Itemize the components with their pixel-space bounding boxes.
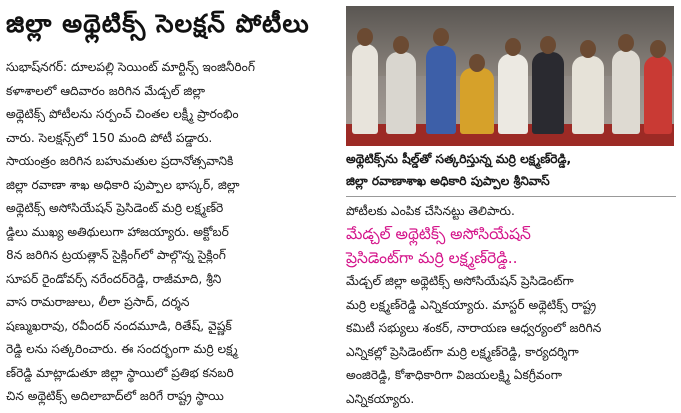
photo-person-head (393, 36, 409, 54)
article-line: షణ్ముఖరావు, రవీందర్ నందమూడి, రితేష్, వైష్ణక్ (6, 318, 232, 333)
news-photo (346, 6, 674, 146)
article-line: మేడ్చల్ జిల్లా అథ్లెటిక్స్ అసోసియేషన్ ప్రెసిడెంట్‌గా (346, 274, 574, 288)
article-line: సాయంత్రం జరిగిన బహుమతుల ప్రదానోత్సవానికి (6, 154, 234, 168)
article-line: కళాశాలలో ఆదివారం జరిగిన మేడ్చల్ జిల్లా (6, 83, 206, 98)
subheadline-line: మేడ్చల్ అథ్లెటిక్స్ అసోసియేషన్ (346, 225, 531, 243)
article-line: ఎన్నికల్లో ప్రెసిడెంట్‌గా మర్రి లక్ష్మణ్‌రెడ్డి, కార్యదర్శిగా (346, 344, 579, 359)
article-line: ణ్‌రెడ్డి మాట్లాడుతూ జిల్లా స్థాయిలో ప్రతిభ కనబరి (6, 365, 234, 380)
photo-person (572, 56, 604, 134)
photo-person-head (357, 28, 373, 46)
article-line: అథ్లెటిక్స్ పోటీలను సర్పంచ్ చింతల లక్ష్మీ ప్రారంభిం (6, 107, 239, 121)
photo-person (612, 50, 640, 134)
article-line: జిల్లా రవాణా శాఖ అధికారి పుప్పాల భాస్కర్, జిల్లా (6, 177, 240, 192)
article-line: సుభాష్‌నగర్: దూలపల్లి సెయింట్ మార్టిన్స్ ఇంజినీరింగ్ (6, 60, 255, 74)
photo-person-head (580, 40, 596, 58)
photo-person-head (650, 40, 666, 58)
photo-person-head (505, 38, 521, 56)
article-right-column (346, 270, 676, 411)
article-line: ఎన్నికయ్యారు. (346, 391, 415, 406)
photo-person (386, 52, 416, 134)
article-line: రెడ్డి లను సత్కరించారు. ఈ సందర్భంగా మర్రి లక్ష్మ (6, 342, 238, 356)
article-line: మర్రి లక్ష్మణ్‌రెడ్డి ఎన్నికయ్యారు. మాస్టర్ అథ్లెటిక్స్ రాష్ట్ర (346, 297, 597, 312)
photo-person-head (540, 36, 556, 54)
photo-person (498, 54, 528, 134)
article-line: చిన అథ్లెటిక్స్ అదిలాబాద్‌లో జరిగే రాష్ట్ర స్థాయి (6, 389, 224, 403)
photo-person (532, 52, 564, 134)
photo-person (352, 44, 378, 134)
article-right-continuation: పోటీలకు ఎంపిక చేసినట్టు తెలిపారు. (346, 204, 515, 218)
photo-person (460, 68, 494, 134)
photo-person-head (433, 28, 449, 46)
article-line: అథ్లెటిక్స్ అసోసియేషన్ ప్రెసిడెంట్ మర్రి లక్ష్మణ్‌రె (6, 201, 224, 215)
photo-caption-line: అథ్లెటిక్స్‌ను షీల్డ్‌తో సత్కరిస్తున్న మర్రి లక్ష్మణ్‌రెడ్డి, (346, 152, 572, 166)
article-line: కమిటీ సభ్యులు శంకర్, నారాయణ ఆధ్వర్యంలో జరిగిన (346, 321, 602, 335)
divider (346, 196, 676, 197)
photo-caption-line: జిల్లా రవాణాశాఖ అధికారి పుప్పాల శ్రీనివాస్ (346, 174, 550, 188)
article-line: 8న జరిగిన ట్రయత్లాన్ సైక్లింగ్‌లో పాల్గొన్న సైక్లింగ్ (6, 248, 226, 262)
article-left-column (6, 56, 338, 409)
article-line: వాస రామరాజులు, లీలా ప్రసాద్, దర్శన (6, 295, 190, 309)
photo-caption (346, 148, 676, 192)
subheadline (346, 222, 676, 270)
article-line: చారు. సెలక్షన్స్‌లో 150 మంది పోటీ పడ్డారు. (6, 130, 213, 145)
photo-person-head (618, 34, 634, 52)
article-line: సూపర్ రైండోవర్స్ నరేందర్‌రెడ్డి, రాజీమాది, శ్రీని (6, 271, 222, 286)
subheadline-line: ప్రెసిడెంట్‌గా మర్రి లక్ష్మణ్‌రెడ్డి.. (346, 249, 518, 267)
photo-person-head (469, 54, 485, 72)
photo-person (644, 56, 672, 134)
photo-person (426, 46, 456, 134)
article-line: డ్డిలు ముఖ్య అతిథులుగా హాజయ్యారు. అక్టోబర్ (6, 224, 229, 239)
headline: జిల్లా అథ్లెటిక్స్ సెలక్షన్ పోటీలు (6, 9, 310, 38)
article-line: అంజిరెడ్డి, కోశాధికారిగా విజయలక్ష్మి ఏకగ్రీవంగా (346, 368, 562, 382)
